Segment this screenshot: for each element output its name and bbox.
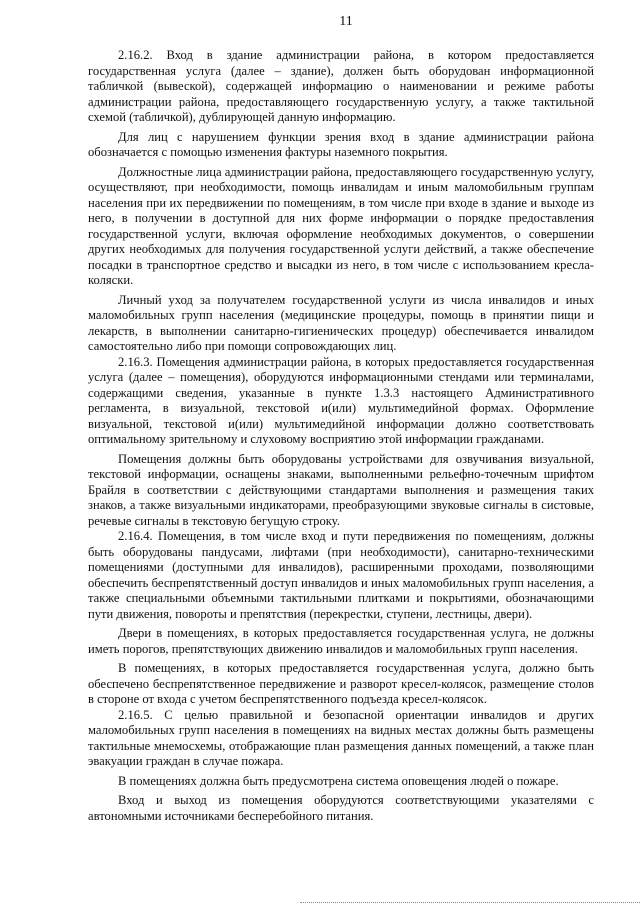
paragraph-2-16-3: 2.16.3. Помещения администрации района, в которых предоставляется государственная услуга (далее – помещения), оборудуются информационными стендами или терминалами, содержащими сведения, указанные в пункте 1.3.3 настоящего Административного регламента, в визуальной, текстовой и(или) мультимедийной формах. Оформление визуальной, текстовой и(или) мультимедийной информации должно соответствовать оптимальному зрительному и слуховому восприятию этой информации гражданами.: [88, 354, 594, 446]
paragraph-entrance-exit-signs: Вход и выход из помещения оборудуются соответствующими указателями с автономными источниками бесперебойного питания.: [88, 793, 594, 823]
paragraph-doors-no-thresholds: Двери в помещениях, в которых предоставляется государственная услуга, не должны иметь порогов, препятствующих движению инвалидов и маломобильных групп населения.: [88, 626, 594, 656]
paragraph-officials-assistance: Должностные лица администрации района, предоставляющего государственную услугу, осуществляют, при необходимости, помощь инвалидам и иным маломобильным группам населения при их передвижении по помещениям, в том числе при входе в здание и выходе из него, в получении в доступной для них форме информации о порядке предоставления государственной услуги, включая оформление необходимых документов, о совершении других необходимых для получения государственной услуги действий, а также обеспечение посадки в транспортное средство и высадки из него, в том числе с использованием кресла-коляски.: [88, 164, 594, 287]
paragraph-personal-care: Личный уход за получателем государственной услуги из числа инвалидов и иных маломобильных групп населения (медицинские процедуры, помощь в принятии пищи и лекарств, в выполнении санитарно-гигиенических процедур) обеспечивается инвалидом самостоятельно либо при помощи сопровождающих лиц.: [88, 292, 594, 353]
paragraph-2-16-2: 2.16.2. Вход в здание администрации района, в котором предоставляется государственная услуга (далее – здание), должен быть оборудован информационной табличкой (вывеской), содержащей информацию о наименовании и режиме работы администрации района, предоставляющего государственную услугу, а также тактильной схемой (табличкой), дублирующей данную информацию.: [88, 48, 594, 124]
paragraph-2-16-4: 2.16.4. Помещения, в том числе вход и пути передвижения по помещениям, должны быть оборудованы пандусами, лифтами (при необходимости), санитарно-техническими помещениями (доступными для инвалидов), расширенными проходами, позволяющими обеспечить беспрепятственный доступ инвалидов и иных маломобильных групп населения, а также специальными объемными тактильными плитками и покрытиями, обозначающими пути движения, повороты и препятствия (перекрестки, ступени, лестницы, двери).: [88, 529, 594, 621]
document-body: [88, 48, 594, 824]
paragraph-wheelchair-movement: В помещениях, в которых предоставляется государственная услуга, должно быть обеспечено беспрепятственное передвижение и разворот кресел-колясок, размещение столов в стороне от входа с учетом беспрепятственного подъезда кресел-колясок.: [88, 661, 594, 706]
bottom-dotted-line: [300, 902, 640, 903]
paragraph-fire-alert-system: В помещениях должна быть предусмотрена система оповещения людей о пожаре.: [118, 773, 559, 788]
paragraph-2-16-5: 2.16.5. С целью правильной и безопасной ориентации инвалидов и других маломобильных групп населения в помещениях на видных местах должны быть размещены тактильные мнемосхемы, отображающие план размещения данных помещений, а также план эвакуации граждан в случае пожара.: [88, 707, 594, 768]
paragraph-vision-impaired-entrance: Для лиц с нарушением функции зрения вход в здание администрации района обозначается с помощью изменения фактуры наземного покрытия.: [88, 129, 594, 159]
page-number: 11: [339, 14, 353, 29]
paragraph-audio-braille-equipment: Помещения должны быть оборудованы устройствами для озвучивания визуальной, текстовой информации, оснащены знаками, выполненными рельефно-точечным шрифтом Брайля в соответствии с действующими стандартами выполнения и размещения таких знаков, а также визуальными индикаторами, преобразующими звуковые сигналы в систовые, речевые сигналы в текстовую бегущую строку.: [88, 451, 594, 528]
